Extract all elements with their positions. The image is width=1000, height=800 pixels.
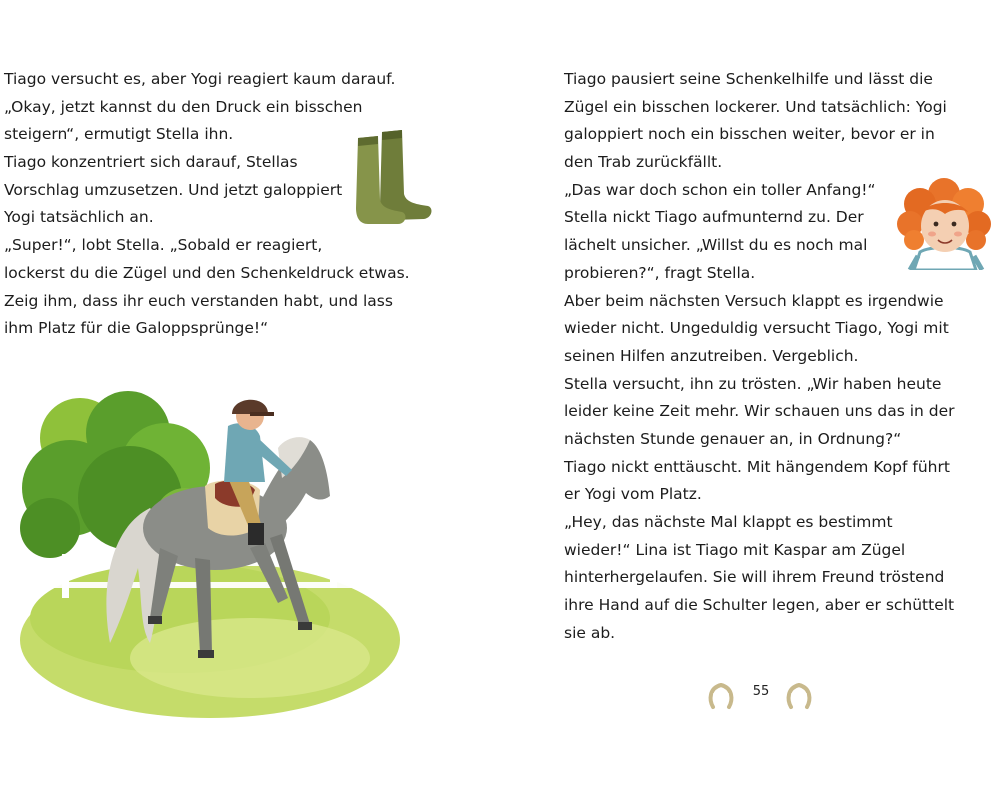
text-line: lockerst du die Zügel und den Schenkeldruck etwas.: [4, 263, 410, 282]
text-line: „Okay, jetzt kannst du den Druck ein bisschen: [4, 97, 363, 116]
horseshoe-icon: [706, 680, 736, 710]
rubber-boots-icon: [352, 124, 436, 228]
text-line: Zügel ein bisschen lockerer. Und tatsächlich: Yogi: [564, 97, 947, 116]
rider-on-grey-pony-scene: [10, 378, 400, 723]
text-line: leider keine Zeit mehr. Wir schauen uns das in der: [564, 402, 955, 421]
text-line: wieder!“ Lina ist Tiago mit Kaspar am Zügel: [564, 540, 906, 559]
text-line: „Super!“, lobt Stella. „Sobald er reagiert,: [4, 236, 323, 255]
text-line: Yogi tatsächlich an.: [4, 208, 154, 227]
page-number: 55: [752, 684, 770, 699]
text-line: probieren?“, fragt Stella.: [564, 263, 756, 282]
text-line: galoppiert noch ein bisschen weiter, bevor er in: [564, 125, 935, 144]
text-line: Aber beim nächsten Versuch klappt es irgendwie: [564, 291, 944, 310]
red-haired-girl-icon: [890, 174, 996, 270]
text-line: seinen Hilfen anzutreiben. Vergeblich.: [564, 346, 859, 365]
text-line: wieder nicht. Ungeduldig versucht Tiago, Yogi mit: [564, 319, 949, 338]
text-line: Tiago versucht es, aber Yogi reagiert kaum darauf.: [4, 70, 396, 88]
text-line: Vorschlag umzusetzen. Und jetzt galoppiert: [4, 180, 343, 199]
left-page-text: [4, 66, 410, 343]
text-line: ihm Platz für die Galoppsprünge!“: [4, 319, 269, 338]
text-line: Stella nickt Tiago aufmunternd zu. Der: [564, 208, 864, 227]
text-line: sie ab.: [564, 623, 616, 642]
text-line: den Trab zurückfällt.: [564, 153, 723, 172]
text-line: Tiago pausiert seine Schenkelhilfe und lässt die: [564, 70, 933, 88]
page-footer: [700, 676, 820, 712]
text-line: Tiago nickt enttäuscht. Mit hängendem Kopf führt: [564, 457, 950, 476]
text-line: „Das war doch schon ein toller Anfang!“: [564, 180, 876, 199]
text-line: „Hey, das nächste Mal klappt es bestimmt: [564, 513, 893, 531]
horseshoe-icon: [784, 680, 814, 710]
text-line: nächsten Stunde genauer an, in Ordnung?“: [564, 429, 902, 448]
text-line: ihre Hand auf die Schulter legen, aber er schüttelt: [564, 596, 955, 615]
text-line: Zeig ihm, dass ihr euch verstanden habt, und lass: [4, 291, 393, 310]
text-line: Tiago konzentriert sich darauf, Stellas: [4, 153, 298, 172]
right-page: [500, 0, 1000, 800]
right-page-text: [564, 66, 955, 647]
text-line: hinterhergelaufen. Sie will ihrem Freund tröstend: [564, 568, 945, 587]
text-line: lächelt unsicher. „Willst du es noch mal: [564, 236, 868, 255]
text-line: steigern“, ermutigt Stella ihn.: [4, 125, 234, 144]
text-line: Stella versucht, ihn zu trösten. „Wir haben heute: [564, 374, 942, 393]
text-line: er Yogi vom Platz.: [564, 485, 702, 504]
